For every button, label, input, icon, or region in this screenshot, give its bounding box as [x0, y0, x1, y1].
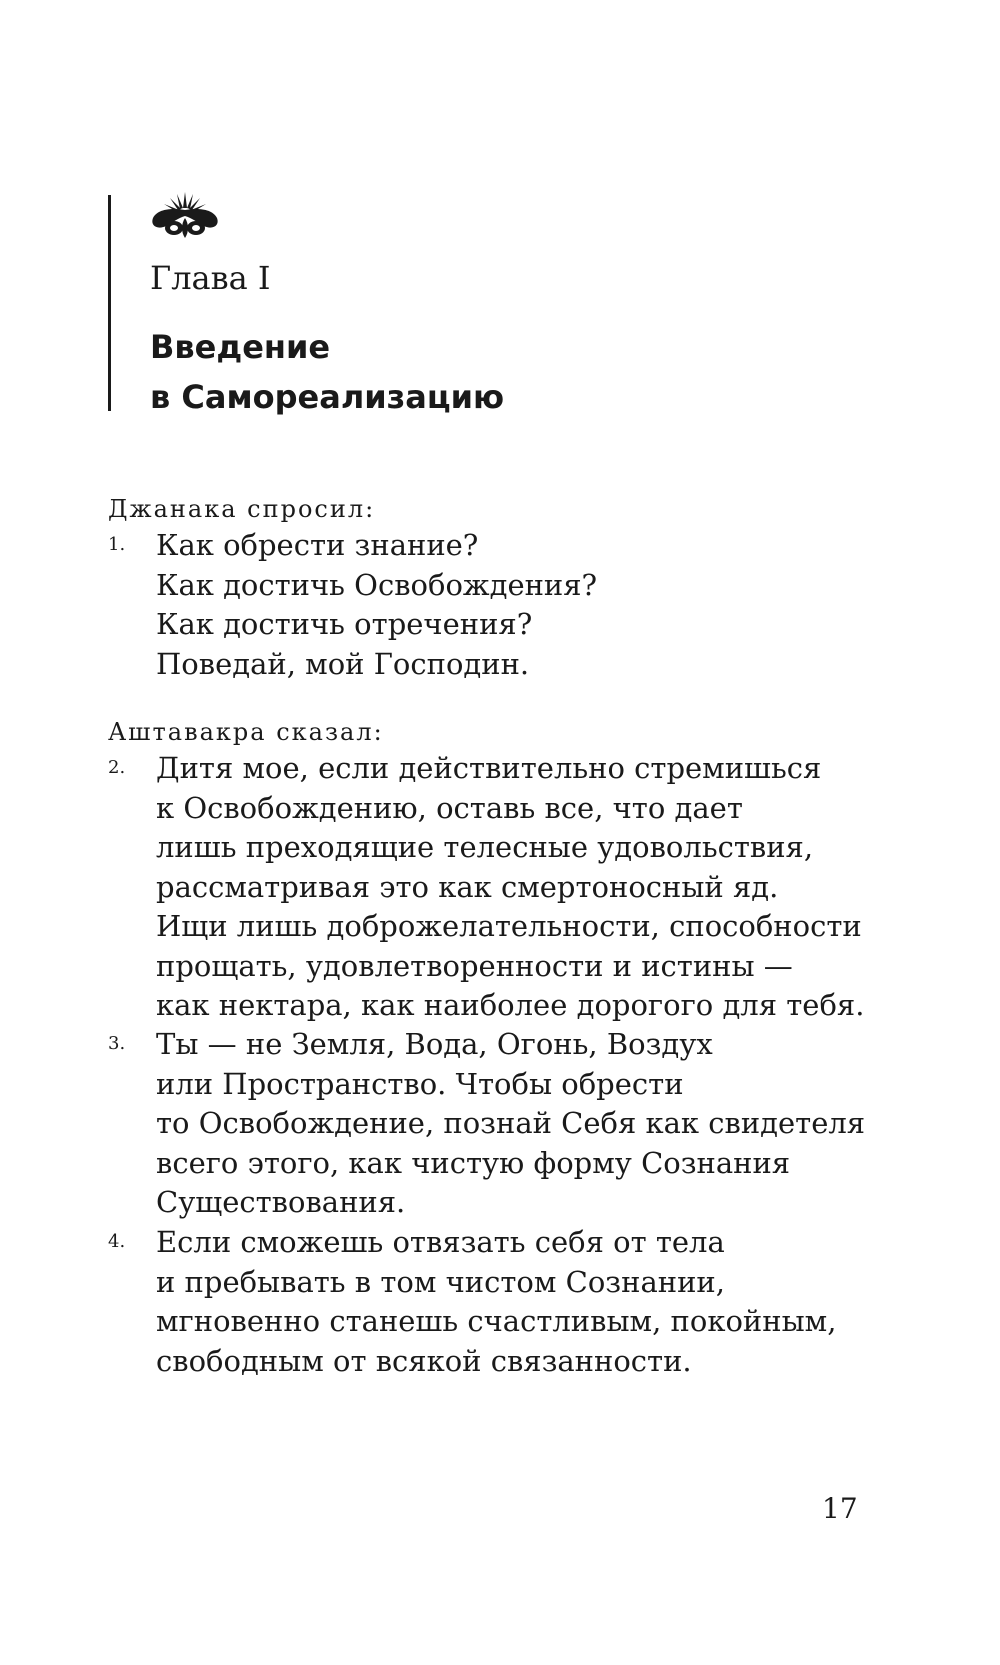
verse-line: свободным от всякой связанности.	[156, 1343, 692, 1378]
verse-line: то Освобождение, познай Себя как свидетеля	[156, 1106, 866, 1140]
chapter-title	[150, 322, 504, 422]
verse-text	[156, 1025, 865, 1223]
verse-line: к Освобождению, оставь все, что дает	[156, 790, 743, 825]
speaker-heading: Аштавакра сказал:	[108, 718, 384, 746]
verse-line: всего этого, как чистую форму Сознания	[156, 1145, 791, 1180]
verse-line: или Пространство. Чтобы обрести	[156, 1066, 684, 1101]
chapter-label: Глава I	[150, 259, 271, 297]
verse-line: Ты — не Земля, Вода, Огонь, Воздух	[156, 1027, 713, 1061]
verse-number: 2.	[108, 757, 126, 778]
chapter-title-line: в Самореализацию	[150, 378, 505, 416]
verse-line: Поведай, мой Господин.	[156, 646, 530, 681]
verse-number: 1.	[108, 534, 126, 555]
verse-line: рассматривая это как смертоносный яд.	[156, 869, 779, 904]
verse-text	[156, 749, 864, 1026]
verse-number: 3.	[108, 1033, 126, 1054]
verse-line: Если сможешь отвязать себя от тела	[156, 1225, 725, 1259]
verse-line: Как достичь отречения?	[156, 607, 533, 641]
chapter-title-line: Введение	[150, 328, 331, 366]
verse-line: как нектара, как наиболее дорогого для тебя.	[156, 988, 865, 1022]
verse-line: и пребывать в том чистом Сознании,	[156, 1264, 725, 1299]
verse-text	[156, 526, 597, 684]
chapter-vertical-rule	[108, 195, 111, 411]
verse-line: Как достичь Освобождения?	[156, 567, 598, 602]
verse-line: лишь преходящие телесные удовольствия,	[156, 830, 814, 864]
verse-text	[156, 1223, 836, 1381]
verse-line: Ищи лишь доброжелательности, способности	[156, 909, 862, 943]
verse-line: мгновенно станешь счастливым, покойным,	[156, 1304, 837, 1338]
verse-number: 4.	[108, 1231, 126, 1252]
speaker-heading: Джанака спросил:	[108, 495, 376, 523]
verse-line: Дитя мое, если действительно стремишься	[156, 751, 822, 785]
verse-line: Существования.	[156, 1185, 406, 1219]
lotus-ornament-icon	[150, 188, 220, 240]
verse-line: прощать, удовлетворенности и истины —	[156, 948, 793, 983]
page-number: 17	[822, 1492, 858, 1525]
verse-line: Как обрести знание?	[156, 528, 479, 562]
